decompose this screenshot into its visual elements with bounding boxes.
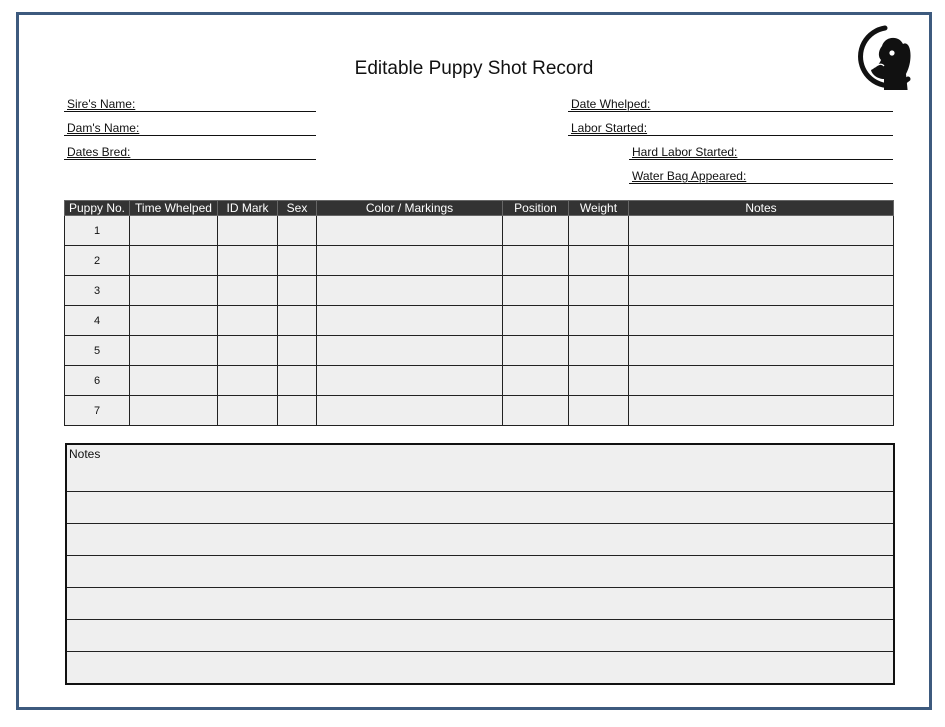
sire-name-label: Sire's Name: — [67, 97, 136, 111]
table-row — [65, 396, 894, 426]
time-whelped-cell[interactable] — [130, 246, 218, 276]
table-row — [65, 246, 894, 276]
notes-line — [67, 587, 893, 588]
puppy-number-cell: 5 — [65, 336, 130, 366]
dog-head-logo-icon — [851, 24, 919, 90]
sex-cell[interactable] — [278, 306, 317, 336]
col-header-position: Position — [503, 201, 569, 216]
puppy-number-cell: 6 — [65, 366, 130, 396]
color-markings-cell[interactable] — [317, 336, 503, 366]
notes-cell[interactable] — [629, 396, 894, 426]
dates-bred-field[interactable] — [64, 145, 316, 160]
time-whelped-cell[interactable] — [130, 366, 218, 396]
labor-started-label: Labor Started: — [571, 121, 648, 135]
dates-bred-label: Dates Bred: — [67, 145, 131, 159]
date-whelped-field[interactable] — [568, 97, 893, 112]
notes-cell[interactable] — [629, 246, 894, 276]
position-cell[interactable] — [503, 246, 569, 276]
table-row — [65, 216, 894, 246]
weight-cell[interactable] — [569, 396, 629, 426]
color-markings-cell[interactable] — [317, 366, 503, 396]
sex-cell[interactable] — [278, 336, 317, 366]
position-cell[interactable] — [503, 366, 569, 396]
col-header-weight: Weight — [569, 201, 629, 216]
table-header-row — [65, 201, 894, 216]
color-markings-cell[interactable] — [317, 246, 503, 276]
dam-name-label: Dam's Name: — [67, 121, 140, 135]
notes-cell[interactable] — [629, 366, 894, 396]
notes-box[interactable] — [65, 443, 895, 685]
sex-cell[interactable] — [278, 366, 317, 396]
weight-cell[interactable] — [569, 366, 629, 396]
color-markings-cell[interactable] — [317, 276, 503, 306]
col-header-puppy-no: Puppy No. — [65, 201, 130, 216]
col-header-id-mark: ID Mark — [218, 201, 278, 216]
weight-cell[interactable] — [569, 306, 629, 336]
time-whelped-cell[interactable] — [130, 216, 218, 246]
weight-cell[interactable] — [569, 246, 629, 276]
position-cell[interactable] — [503, 306, 569, 336]
water-bag-appeared-field[interactable] — [629, 169, 893, 184]
puppy-number-cell: 2 — [65, 246, 130, 276]
id-mark-cell[interactable] — [218, 246, 278, 276]
puppy-number-cell: 3 — [65, 276, 130, 306]
notes-line — [67, 619, 893, 620]
notes-line — [67, 555, 893, 556]
notes-cell[interactable] — [629, 306, 894, 336]
sire-name-field[interactable] — [64, 97, 316, 112]
position-cell[interactable] — [503, 276, 569, 306]
table-body — [65, 216, 894, 426]
dam-name-field[interactable] — [64, 121, 316, 136]
id-mark-cell[interactable] — [218, 306, 278, 336]
notes-line — [67, 491, 893, 492]
table-row — [65, 366, 894, 396]
time-whelped-cell[interactable] — [130, 336, 218, 366]
id-mark-cell[interactable] — [218, 276, 278, 306]
notes-label: Notes — [69, 447, 101, 461]
weight-cell[interactable] — [569, 216, 629, 246]
notes-cell[interactable] — [629, 336, 894, 366]
notes-line — [67, 651, 893, 652]
hard-labor-started-label: Hard Labor Started: — [632, 145, 738, 159]
notes-line — [67, 523, 893, 524]
notes-cell[interactable] — [629, 216, 894, 246]
document-frame — [16, 12, 932, 710]
position-cell[interactable] — [503, 216, 569, 246]
color-markings-cell[interactable] — [317, 396, 503, 426]
id-mark-cell[interactable] — [218, 216, 278, 246]
date-whelped-label: Date Whelped: — [571, 97, 651, 111]
hard-labor-started-field[interactable] — [629, 145, 893, 160]
sex-cell[interactable] — [278, 276, 317, 306]
id-mark-cell[interactable] — [218, 366, 278, 396]
water-bag-appeared-label: Water Bag Appeared: — [632, 169, 747, 183]
sex-cell[interactable] — [278, 246, 317, 276]
time-whelped-cell[interactable] — [130, 276, 218, 306]
position-cell[interactable] — [503, 396, 569, 426]
labor-started-field[interactable] — [568, 121, 893, 136]
time-whelped-cell[interactable] — [130, 396, 218, 426]
table-row — [65, 336, 894, 366]
puppy-number-cell: 7 — [65, 396, 130, 426]
weight-cell[interactable] — [569, 336, 629, 366]
time-whelped-cell[interactable] — [130, 306, 218, 336]
col-header-color-markings: Color / Markings — [317, 201, 503, 216]
page-title: Editable Puppy Shot Record — [354, 58, 594, 79]
col-header-sex: Sex — [278, 201, 317, 216]
whelping-table — [64, 200, 894, 426]
puppy-number-cell: 1 — [65, 216, 130, 246]
id-mark-cell[interactable] — [218, 336, 278, 366]
col-header-notes: Notes — [629, 201, 894, 216]
puppy-number-cell: 4 — [65, 306, 130, 336]
table-row — [65, 306, 894, 336]
notes-cell[interactable] — [629, 276, 894, 306]
position-cell[interactable] — [503, 336, 569, 366]
col-header-time-whelped: Time Whelped — [130, 201, 218, 216]
weight-cell[interactable] — [569, 276, 629, 306]
id-mark-cell[interactable] — [218, 396, 278, 426]
sex-cell[interactable] — [278, 396, 317, 426]
table-row — [65, 276, 894, 306]
sex-cell[interactable] — [278, 216, 317, 246]
color-markings-cell[interactable] — [317, 216, 503, 246]
color-markings-cell[interactable] — [317, 306, 503, 336]
